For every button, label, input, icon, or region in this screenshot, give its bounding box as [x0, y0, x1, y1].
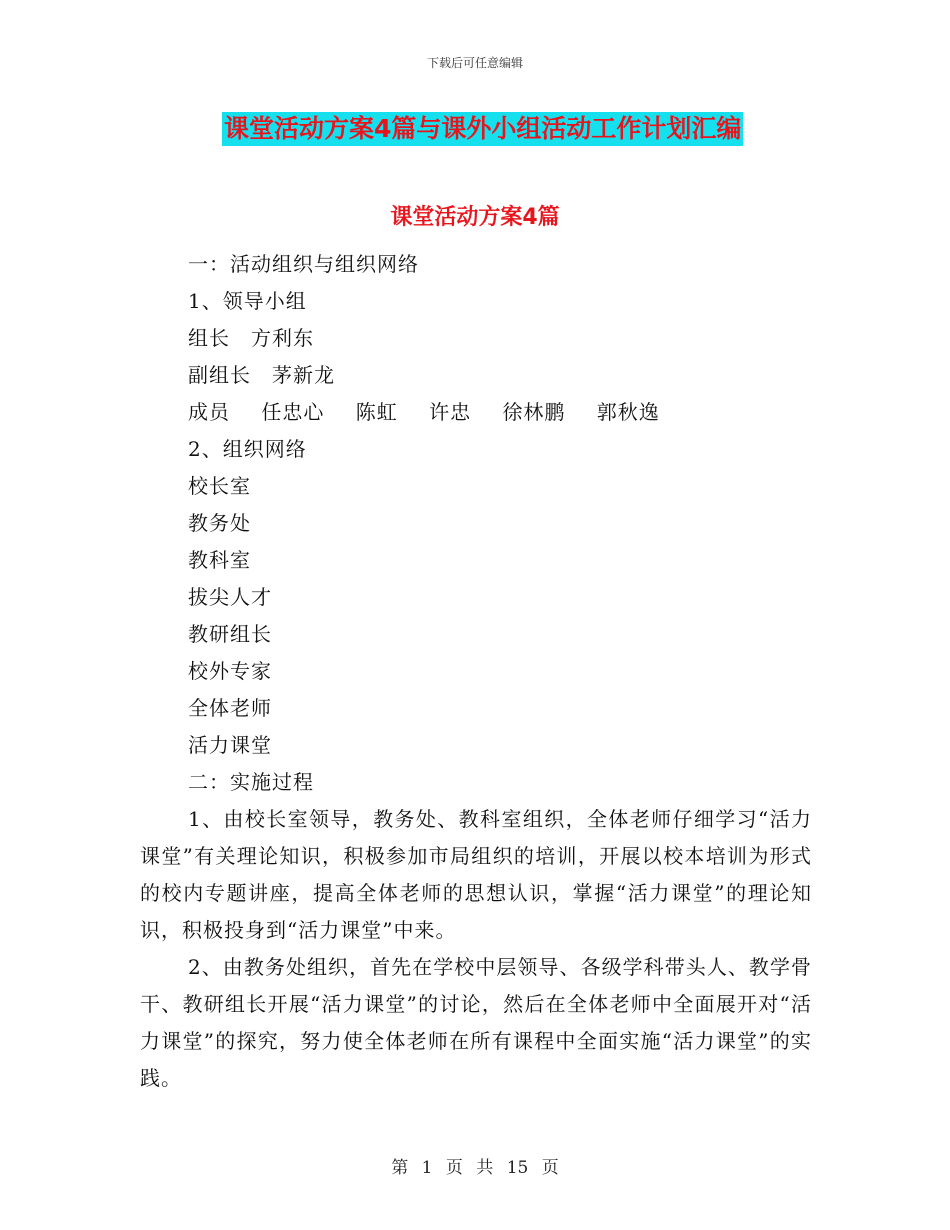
footer-total-pages: 15 — [506, 1158, 529, 1178]
leadership-heading: 1、领导小组 — [188, 289, 307, 313]
network-item: 教科室 — [188, 548, 251, 572]
deputy-line: 副组长 茅新龙 — [188, 363, 335, 387]
document-title: 课堂活动方案4篇与课外小组活动工作计划汇编 — [222, 112, 743, 146]
member-name: 任忠心 — [261, 400, 325, 424]
member-name: 郭秋逸 — [596, 400, 660, 424]
footer-total-suffix: 页 — [541, 1158, 559, 1178]
network-heading: 2、组织网络 — [188, 437, 307, 461]
paragraph: 2、由教务处组织，首先在学校中层领导、各级学科带头人、教学骨干、教研组长开展“活力课堂”的讨论，然后在全体老师中全面展开对“活力课堂”的探究，努力使全体老师在所有课程中全面实施“活力课堂”的实践。 — [140, 955, 812, 1090]
header-note: 下载后可任意编辑 — [426, 56, 523, 70]
member-name: 徐林鹏 — [502, 400, 566, 424]
members-line — [140, 394, 812, 431]
page-footer — [0, 1153, 950, 1178]
footer-page-number: 1 — [421, 1158, 433, 1178]
member-name: 许忠 — [429, 400, 472, 424]
section1-heading: 一：活动组织与组织网络 — [188, 252, 419, 276]
paragraph: 1、由校长室领导，教务处、教科室组织，全体老师仔细学习“活力课堂”有关理论知识，积极参加市局组织的培训，开展以校本培训为形式的校内专题讲座，提高全体老师的思想认识，掌握“活力课堂”的理论知识，积极投身到“活力课堂”中来。 — [140, 807, 812, 942]
footer-page-prefix: 第 — [391, 1158, 409, 1178]
members-label: 成员 — [188, 400, 230, 424]
footer-total-prefix: 共 — [476, 1158, 494, 1178]
network-item: 拔尖人才 — [188, 585, 272, 609]
network-item: 活力课堂 — [188, 733, 272, 757]
network-item: 校长室 — [188, 474, 251, 498]
network-item: 教研组长 — [188, 622, 272, 646]
document-body — [140, 246, 812, 1097]
network-item: 校外专家 — [188, 659, 272, 683]
leader-line: 组长 方利东 — [188, 326, 314, 350]
section2-heading: 二：实施过程 — [188, 770, 314, 794]
network-item: 教务处 — [188, 511, 251, 535]
network-item: 全体老师 — [188, 696, 272, 720]
section-title: 课堂活动方案4篇 — [390, 205, 560, 230]
member-name: 陈虹 — [355, 400, 398, 424]
footer-page-mid: 页 — [445, 1158, 463, 1178]
